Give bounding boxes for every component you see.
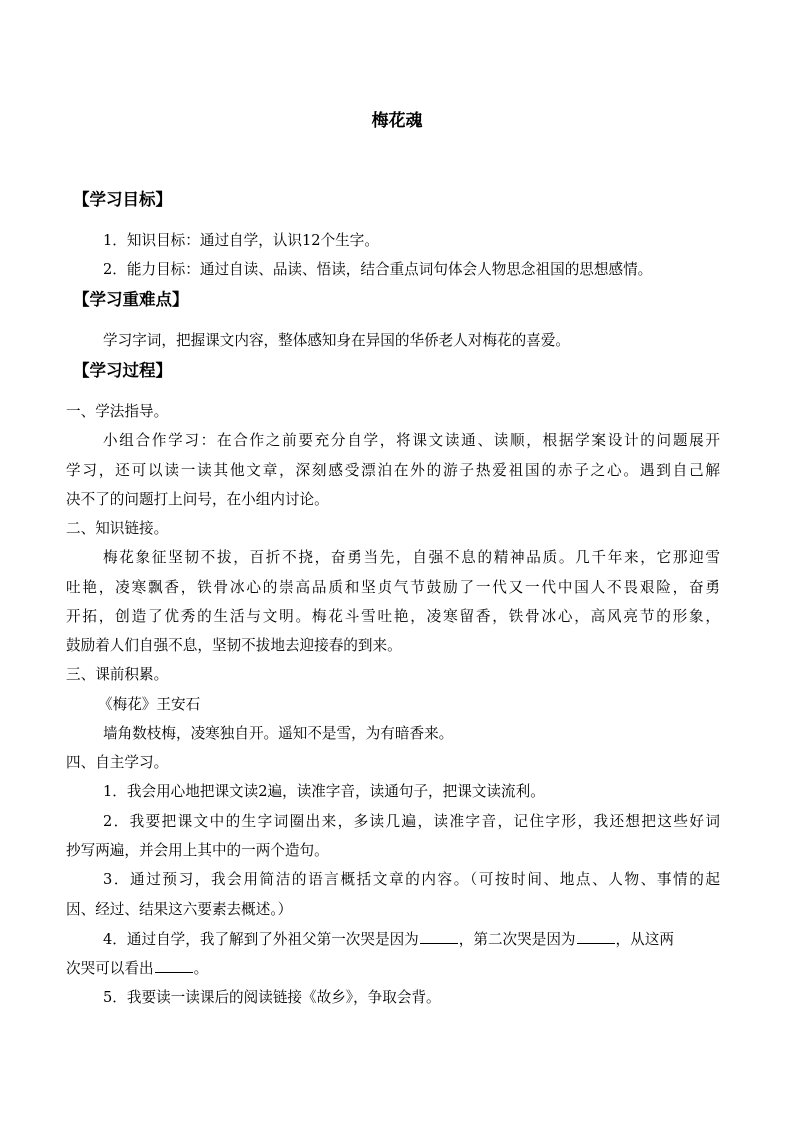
difficulties-heading: 【学习重难点】	[73, 290, 189, 309]
page-title: 梅花魂	[371, 111, 423, 131]
section-1-title: 一、学法指导。	[66, 403, 169, 420]
section-2-line-3: 开拓，创造了优秀的生活与文明。梅花斗雪吐艳，凌寒留香，铁骨冰心，高风亮节的形象，	[66, 608, 720, 625]
section-4-item-2-line-1: 2．我要把课文中的生字词圈出来，多读几遍，读准字音，记住字形，我还想把这些好词	[103, 813, 720, 830]
item-4-text-c: ，从这两	[615, 931, 674, 948]
objective-item-2: 2．能力目标：通过自读、品读、悟读，结合重点词句体会人物思念祖国的思想感情。	[103, 261, 653, 278]
section-1-line-3: 决不了的问题打上问号，在小组内讨论。	[66, 491, 329, 508]
difficulties-text: 学习字词，把握课文内容，整体感知身在异国的华侨老人对梅花的喜爱。	[103, 332, 571, 349]
item-4-text-a: 4．通过自学，我了解到了外祖父第一次哭是因为	[103, 931, 419, 948]
item-4-text-d: 次哭可以看出	[66, 960, 154, 977]
section-4-item-3-line-2: 因、经过、结果这六要素去概述。）	[66, 901, 293, 918]
fill-blank-2[interactable]	[577, 929, 615, 944]
poem-text: 墙角数枝梅，凌寒独自开。遥知不是雪，为有暗香来。	[103, 725, 454, 742]
section-4-item-1: 1．我会用心地把课文读2遍，读准字音，读通句子，把课文读流利。	[103, 783, 545, 800]
section-1-line-1: 小组合作学习：在合作之前要充分自学，将课文读通、读顺，根据学案设计的问题展开	[103, 432, 720, 449]
item-4-text-e: 。	[193, 960, 209, 977]
fill-blank-3[interactable]	[155, 958, 193, 973]
fill-blank-1[interactable]	[420, 929, 458, 944]
section-4-item-3-line-1: 3．通过预习，我会用简洁的语言概括文章的内容。（可按时间、地点、人物、事情的起	[103, 871, 720, 888]
poem-title: 《梅花》王安石	[98, 696, 201, 713]
item-4-text-b: ，第二次哭是因为	[458, 931, 576, 948]
section-4-item-4-line-2	[66, 958, 208, 979]
section-4-item-4-line-1	[103, 929, 674, 950]
section-4-item-5: 5．我要读一读课后的阅读链接《故乡》，争取会背。	[103, 989, 441, 1006]
section-4-item-2-line-2: 抄写两遍，并会用上其中的一两个造句。	[66, 842, 329, 859]
section-4-title: 四、自主学习。	[66, 754, 169, 771]
section-2-line-2: 吐艳，凌寒飘香，铁骨冰心的崇高品质和坚贞气节鼓励了一代又一代中国人不畏艰险，奋勇	[66, 579, 720, 596]
section-1-line-2: 学习，还可以读一读其他文章，深刻感受漂泊在外的游子热爱祖国的赤子之心。遇到自己解	[66, 462, 720, 479]
section-2-line-1: 梅花象征坚韧不拔，百折不挠，奋勇当先，自强不息的精神品质。几千年来，它那迎雪	[103, 549, 720, 566]
process-heading: 【学习过程】	[73, 361, 172, 380]
section-3-title: 三、课前积累。	[66, 666, 169, 683]
section-2-line-4: 鼓励着人们自强不息，坚韧不拔地去迎接春的到来。	[66, 637, 402, 654]
section-2-title: 二、知识链接。	[66, 520, 169, 537]
objective-item-1: 1．知识目标：通过自学，认识12个生字。	[103, 232, 379, 249]
objectives-heading: 【学习目标】	[73, 190, 172, 209]
